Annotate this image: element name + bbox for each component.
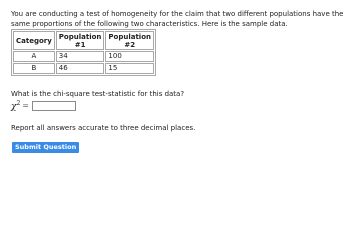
problem-intro: You are conducting a test of homogeneity for the claim that two different populations have the same proportions of the following two characteristics. Here is the sample data. <box>11 10 344 28</box>
precision-note: Report all answers accurate to three decimal places. <box>11 124 196 132</box>
chi-superscript: 2 <box>16 99 21 107</box>
answer-row <box>11 99 76 112</box>
header-category: Category <box>13 31 55 50</box>
chi-symbol: χ <box>11 101 17 112</box>
header-population-1-line2: #1 <box>74 40 86 49</box>
population-2-cell: 100 <box>105 51 154 62</box>
table-row <box>13 51 154 62</box>
population-1-cell: 46 <box>56 63 105 74</box>
table-row <box>13 63 154 74</box>
equals-sign: = <box>22 101 29 110</box>
chi-square-symbol <box>11 100 20 112</box>
question-prompt: What is the chi-square test-statistic for this data? <box>11 90 185 98</box>
population-1-cell: 34 <box>56 51 105 62</box>
row-category-cell: B <box>13 63 55 74</box>
row-category-cell: A <box>13 51 55 62</box>
header-population-2-line1: Population <box>108 32 152 41</box>
population-2-cell: 15 <box>105 63 154 74</box>
chi-square-answer-input[interactable] <box>32 101 76 111</box>
submit-question-button[interactable]: Submit Question <box>12 142 79 153</box>
header-population-2 <box>105 31 154 50</box>
sample-data-table <box>11 29 156 76</box>
header-population-1 <box>56 31 105 50</box>
table-header-row <box>13 31 154 50</box>
header-population-2-line2: #2 <box>124 40 136 49</box>
header-population-1-line1: Population <box>58 32 102 41</box>
